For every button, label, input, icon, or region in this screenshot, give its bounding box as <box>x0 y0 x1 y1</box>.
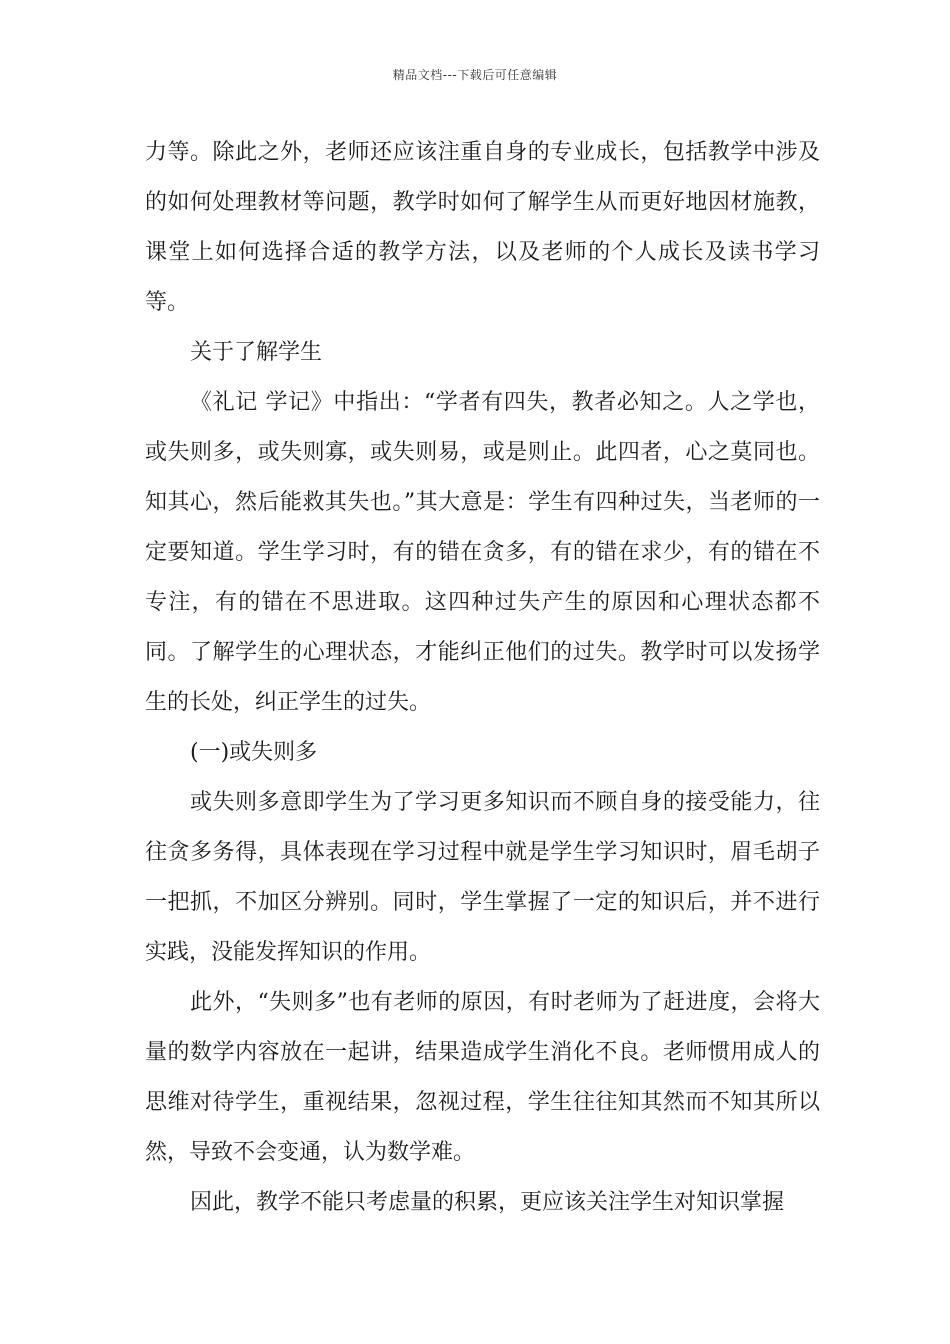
paragraph: 《礼记 学记》中指出：“学者有四失，教者必知之。人之学也，或失则多，或失则寡，或失则易，或是则止。此四者，心之莫同也。知其心，然后能救其失也。”其大意是：学生有四种过失，当老师的一定要知道。学生学习时，有的错在贪多，有的错在求少，有的错在不专注，有的错在不思进取。这四种过失产生的原因和心理状态都不同。了解学生的心理状态，才能纠正他们的过失。教学时可以发扬学生的长处，纠正学生的过失。 <box>145 390 820 715</box>
paragraph: 此外，“失则多”也有老师的原因，有时老师为了赶进度，会将大量的数学内容放在一起讲，结果造成学生消化不良。老师惯用成人的思维对待学生，重视结果，忽视过程，学生往往知其然而不知其所以然，导致不会变通，认为数学难。 <box>145 990 820 1165</box>
paragraph: 力等。除此之外，老师还应该注重自身的专业成长，包括教学中涉及的如何处理教材等问题，教学时如何了解学生从而更好地因材施教，课堂上如何选择合适的教学方法，以及老师的个人成长及读书学习等。 <box>145 140 820 315</box>
page-header: 精品文档---下载后可任意编辑 <box>392 68 558 82</box>
paragraph: 因此，教学不能只考虑量的积累，更应该关注学生对知识掌握 <box>190 1190 785 1215</box>
body-text <box>145 128 820 1228</box>
paragraph: 或失则多意即学生为了学习更多知识而不顾自身的接受能力，往往贪多务得，具体表现在学习过程中就是学生学习知识时，眉毛胡子一把抓，不加区分辨别。同时，学生掌握了一定的知识后，并不进行实践，没能发挥知识的作用。 <box>145 790 820 965</box>
section-heading: (一)或失则多 <box>190 740 318 765</box>
section-heading: 关于了解学生 <box>190 340 323 365</box>
